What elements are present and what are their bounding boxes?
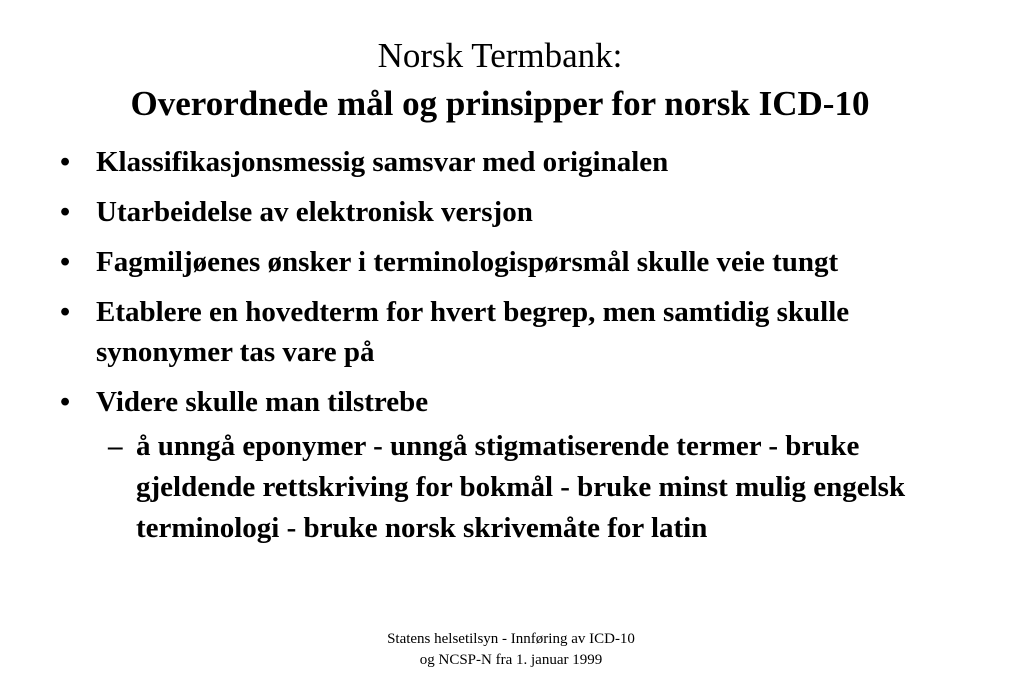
footer-line-1: Statens helsetilsyn - Innføring av ICD-10 — [387, 631, 635, 647]
sub-bullet-item — [0, 426, 1023, 549]
bullet-marker: • — [60, 246, 71, 278]
slide-footer — [311, 629, 711, 671]
bullet-item — [0, 292, 1023, 372]
bullet-marker: • — [60, 386, 71, 418]
footer-line-2: og NCSP-N fra 1. januar 1999 — [419, 652, 603, 668]
slide-subtitle: Overordnede mål og prinsipper for norsk ICD-10 — [130, 84, 870, 123]
bullet-item — [0, 192, 1023, 232]
bullet-marker: • — [60, 196, 71, 228]
sub-bullet-text: å unngå eponymer - unngå stigmatiserende termer - bruke gjeldende rettskriving for bokmål - bruke minst mulig engelsk terminologi - bruke norsk skrivemåte for latin — [136, 430, 906, 544]
sub-bullet-marker: – — [108, 430, 123, 462]
bullet-marker: • — [60, 296, 71, 328]
bullet-text: Videre skulle man tilstrebe — [96, 386, 429, 418]
bullet-item — [0, 242, 1023, 282]
bullet-item — [0, 142, 1023, 182]
bullet-list — [0, 142, 1023, 549]
bullet-text: Klassifikasjonsmessig samsvar med originalen — [96, 146, 669, 178]
bullet-marker: • — [60, 146, 71, 178]
bullet-text: Fagmiljøenes ønsker i terminologispørsmål skulle veie tungt — [96, 246, 839, 278]
bullet-text: Etablere en hovedterm for hvert begrep, men samtidig skulle synonymer tas vare på — [96, 296, 850, 368]
slide-title: Norsk Termbank: — [377, 36, 623, 75]
bullet-item — [0, 382, 1023, 422]
bullet-text: Utarbeidelse av elektronisk versjon — [96, 196, 533, 228]
